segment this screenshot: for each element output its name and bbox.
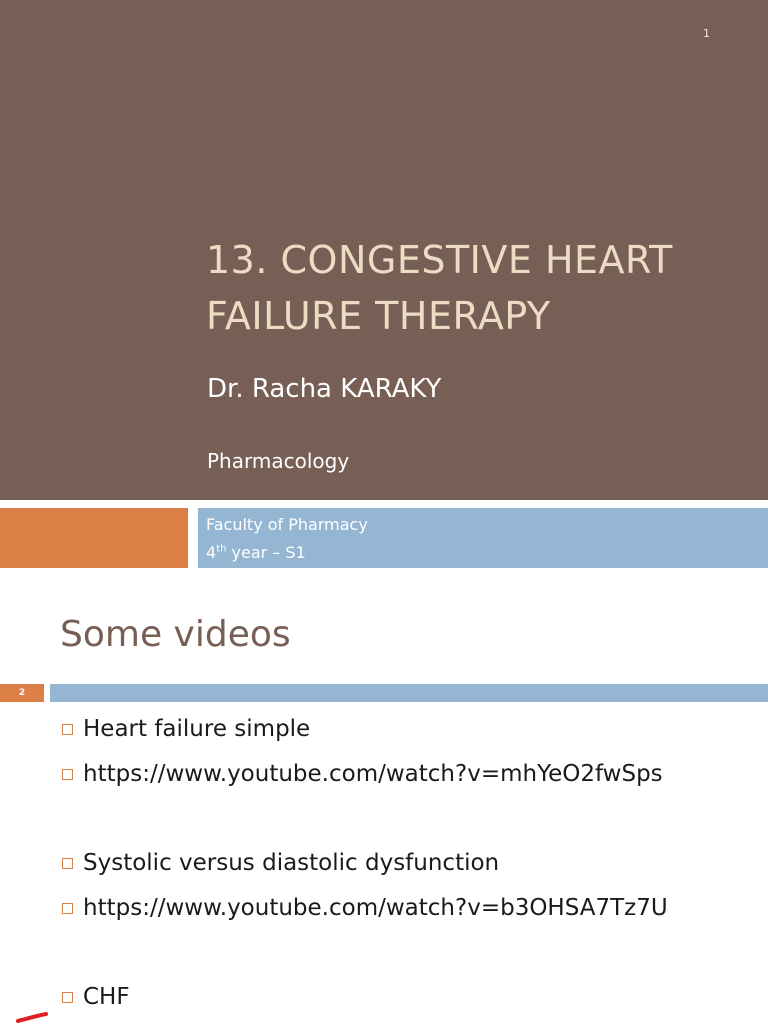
- list-item[interactable]: [62, 761, 663, 787]
- list-item: [62, 850, 499, 876]
- slide2-number: 2: [18, 688, 26, 698]
- square-bullet-icon: [62, 724, 73, 735]
- course-subject: Pharmacology: [207, 449, 350, 473]
- video-link[interactable]: https://www.youtube.com/watch?v=b3OHSA7Tz7U: [83, 895, 668, 921]
- slide-title: 13. CONGESTIVE HEART FAILURE THERAPY: [206, 238, 673, 338]
- year-suffix: th: [216, 543, 227, 555]
- list-item-text: CHF: [83, 984, 130, 1010]
- list-item-text: Heart failure simple: [83, 716, 311, 742]
- faculty-label: Faculty of Pharmacy: [206, 515, 368, 534]
- list-item: [62, 984, 130, 1010]
- year-number: 4: [206, 543, 217, 562]
- pen-annotation-icon: [16, 1010, 52, 1024]
- author-name: Dr. Racha KARAKY: [207, 374, 442, 404]
- slide-number: 1: [703, 27, 710, 40]
- square-bullet-icon: [62, 858, 73, 869]
- list-item[interactable]: [62, 895, 668, 921]
- year-semester: year – S1: [226, 543, 306, 562]
- square-bullet-icon: [62, 992, 73, 1003]
- list-item-text: Systolic versus diastolic dysfunction: [83, 850, 500, 876]
- slide2-title: Some videos: [60, 614, 291, 655]
- square-bullet-icon: [62, 769, 73, 780]
- list-item: [62, 716, 310, 742]
- square-bullet-icon: [62, 903, 73, 914]
- video-link[interactable]: https://www.youtube.com/watch?v=mhYeO2fwSps: [83, 761, 663, 787]
